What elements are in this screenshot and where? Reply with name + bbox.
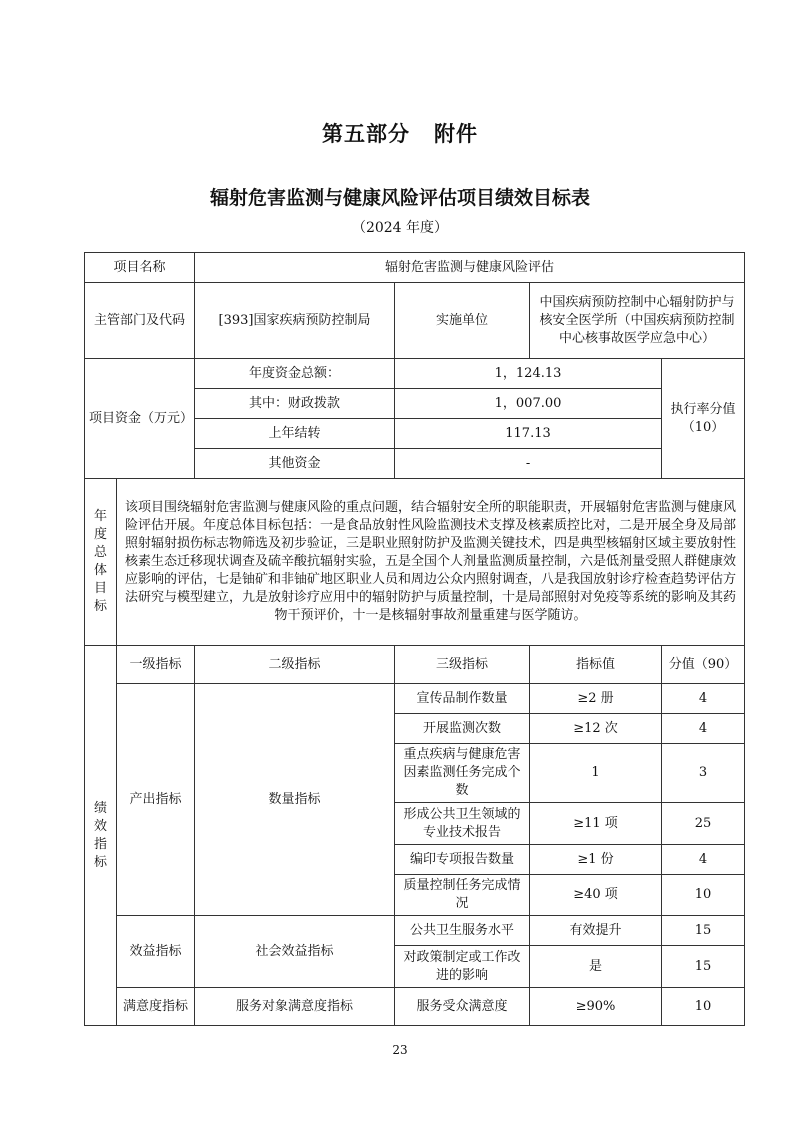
indicator-name: 公共卫生服务水平 — [395, 916, 530, 946]
indicator-name: 开展监测次数 — [395, 714, 530, 744]
indicator-value: 有效提升 — [530, 916, 662, 946]
indicator-score: 10 — [662, 875, 745, 916]
indicator-score: 3 — [662, 744, 745, 803]
funds-fiscal-value: 1，007.00 — [395, 389, 662, 419]
funds-other-value: - — [395, 449, 662, 479]
implementing-unit-label: 实施单位 — [395, 283, 530, 359]
indicator-name: 对政策制定或工作改进的影响 — [395, 946, 530, 988]
indicator-value: ≥1 份 — [530, 845, 662, 875]
department-value: [393]国家疾病预防控制局 — [195, 283, 395, 359]
indicator-score: 10 — [662, 988, 745, 1026]
benefit-indicator: 效益指标 — [117, 916, 195, 988]
indicator-score: 4 — [662, 714, 745, 744]
output-indicator: 产出指标 — [117, 684, 195, 916]
header-level2: 二级指标 — [195, 646, 395, 684]
funds-carryover-label: 上年结转 — [195, 419, 395, 449]
annual-goal-text: 该项目围绕辐射危害监测与健康风险的重点问题，结合辐射安全所的职能职责，开展辐射危害监测与健康风险评估开展。年度总体目标包括：一是食品放射性风险监测技术支撑及核素质控比对，二是开展全身及局部照射辐射损伤标志物筛选及初步验证，三是职业照射防护及监测关键技术，四是典型核辐射区域主要放射性核素生态迁移现状调查及硫辛酸抗辐射实验，五是全国个人剂量监测质量控制，六是低剂量受照人群健康效应影响的评估，七是铀矿和非铀矿地区职业人员和周边公众内照射调查，八是我国放射诊疗检查趋势评估方法研究与模型建立，九是放射诊疗应用中的辐射防护与质量控制，十是局部照射对免疫等系统的影响及其药物干预评价，十一是核辐射事故剂量重建与医学随访。 — [117, 479, 745, 646]
funds-row-total — [85, 359, 745, 389]
quantity-indicator: 数量指标 — [195, 684, 395, 916]
indicator-header-row — [85, 646, 745, 684]
header-level3: 三级指标 — [395, 646, 530, 684]
funds-total-value: 1，124.13 — [395, 359, 662, 389]
indicator-value: ≥90% — [530, 988, 662, 1026]
indicator-score: 4 — [662, 845, 745, 875]
header-value: 指标值 — [530, 646, 662, 684]
funds-fiscal-label: 其中：财政拨款 — [195, 389, 395, 419]
page-number: 23 — [392, 1043, 408, 1057]
indicator-name: 编印专项报告数量 — [395, 845, 530, 875]
indicator-name: 形成公共卫生领域的专业技术报告 — [395, 803, 530, 845]
funds-total-label: 年度资金总额： — [195, 359, 395, 389]
project-name-row — [85, 253, 745, 283]
indicator-name: 宣传品制作数量 — [395, 684, 530, 714]
indicator-score: 15 — [662, 916, 745, 946]
part-title — [0, 118, 800, 148]
annual-goal-label: 年度总体目标 — [85, 479, 117, 646]
performance-indicators-label: 绩效指标 — [85, 646, 117, 1026]
funds-carryover-value: 117.13 — [395, 419, 662, 449]
document-title: 辐射危害监测与健康风险评估项目绩效目标表 — [209, 187, 590, 209]
header-score: 分值（90） — [662, 646, 745, 684]
document-year: （2024 年度） — [351, 220, 449, 236]
department-row — [85, 283, 745, 359]
execution-rate-score: 执行率分值（10） — [662, 359, 745, 479]
table-row — [85, 988, 745, 1026]
indicator-score: 15 — [662, 946, 745, 988]
indicator-value: ≥40 项 — [530, 875, 662, 916]
performance-target-table — [84, 252, 745, 1026]
satisfaction-indicator: 满意度指标 — [117, 988, 195, 1026]
implementing-unit-value: 中国疾病预防控制中心辐射防护与核安全医学所（中国疾病预防控制中心核事故医学应急中心） — [530, 283, 745, 359]
header-level1: 一级指标 — [117, 646, 195, 684]
indicator-value: 1 — [530, 744, 662, 803]
table-row — [85, 916, 745, 946]
indicator-score: 4 — [662, 684, 745, 714]
indicator-name: 质量控制任务完成情况 — [395, 875, 530, 916]
indicator-value: 是 — [530, 946, 662, 988]
table-row — [85, 684, 745, 714]
indicator-name: 重点疾病与健康危害因素监测任务完成个数 — [395, 744, 530, 803]
indicator-score: 25 — [662, 803, 745, 845]
service-satisfaction-indicator: 服务对象满意度指标 — [195, 988, 395, 1026]
social-benefit-indicator: 社会效益指标 — [195, 916, 395, 988]
part-title-main: 第五部分 — [322, 122, 410, 146]
funds-label: 项目资金（万元） — [85, 359, 195, 479]
project-name-label: 项目名称 — [85, 253, 195, 283]
funds-other-label: 其他资金 — [195, 449, 395, 479]
indicator-name: 服务受众满意度 — [395, 988, 530, 1026]
department-label: 主管部门及代码 — [85, 283, 195, 359]
indicator-value: ≥12 次 — [530, 714, 662, 744]
indicator-value: ≥11 项 — [530, 803, 662, 845]
part-title-sub: 附件 — [434, 122, 478, 146]
annual-goal-row — [85, 479, 745, 646]
indicator-value: ≥2 册 — [530, 684, 662, 714]
project-name-value: 辐射危害监测与健康风险评估 — [195, 253, 745, 283]
